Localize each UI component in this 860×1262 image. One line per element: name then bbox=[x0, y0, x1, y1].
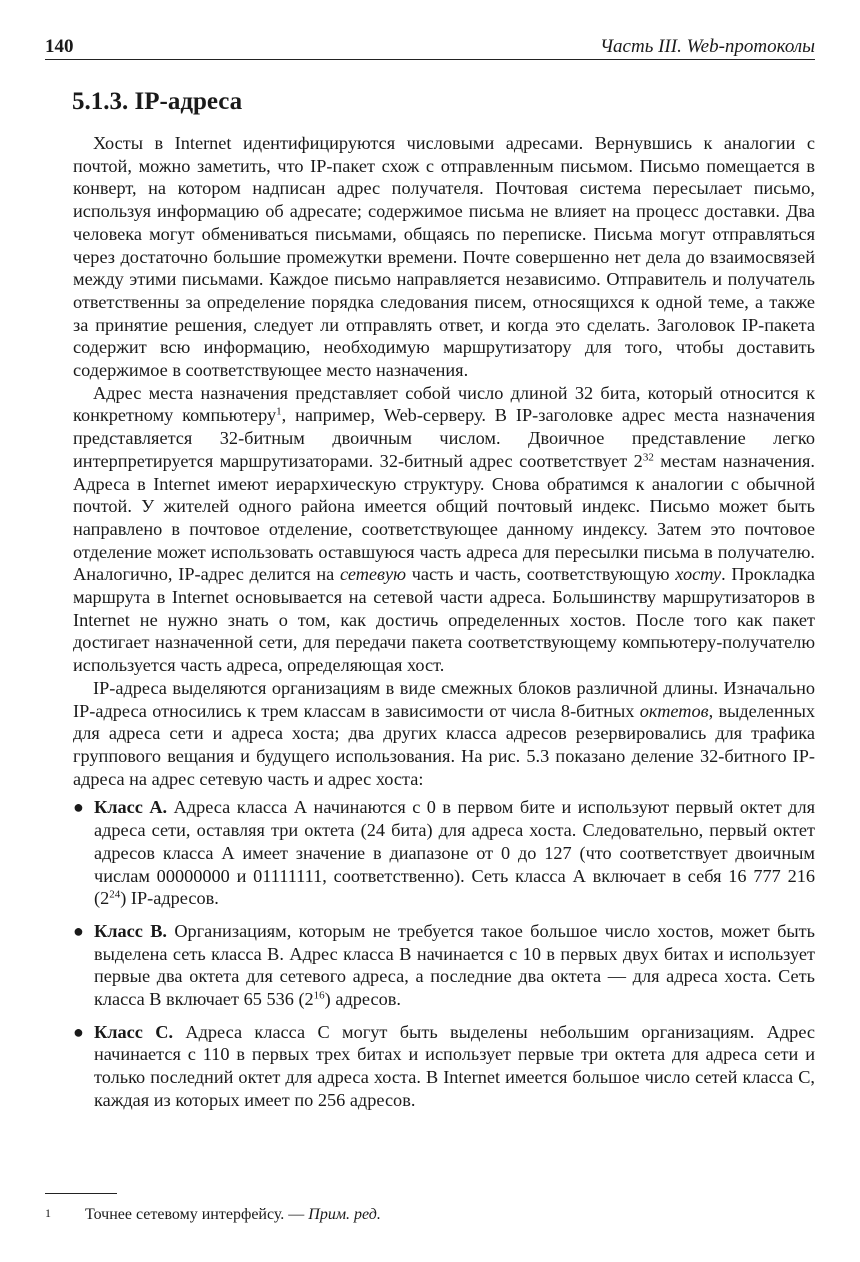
class-list bbox=[73, 796, 815, 1111]
bullet-label: Класс С. bbox=[94, 1021, 174, 1042]
bullet-text-b: ) адресов. bbox=[324, 989, 401, 1010]
section-title: 5.1.3. IP-адреса bbox=[72, 88, 243, 115]
paragraph-1-text: Хосты в Internet идентифицируются числовыми адресами. Вернувшись к аналогии с почтой, можно заметить, что IP-пакет схож с отправленным письмом. Письмо помещается в конверт, на котором надписан адрес получателя. Почтовая система пересылает письмо, используя информацию об адресате; содержимое письма не влияет на процесс доставки. Два человека могут обмениваться письмами, общаясь по переписке. Письма могут отправляться через достаточно большие промежутки времени. Почте совершенно нет дела до взаимосвязей между этими письмами. Каждое письмо направляется независимо. Отправитель и получатель ответственны за определение порядка следования писем, относящихся к одной теме, а также за принятие решения, следует ли отправлять ответ, и когда это сделать. Заголовок IP-пакета содержит всю информацию, необходимую маршрутизатору для того, чтобы доставить содержимое в соответствующее место назначения. bbox=[73, 133, 815, 381]
bullet-text-b: ) IP-адресов. bbox=[120, 888, 219, 909]
bullet-icon: ● bbox=[73, 797, 84, 818]
paragraph-2-part-d: часть и часть, соответствующую bbox=[405, 564, 676, 585]
bullet-label: Класс В. bbox=[94, 920, 167, 941]
exponent: 16 bbox=[313, 989, 325, 1002]
footnote-body: Точнее сетевому интерфейсу. — bbox=[85, 1206, 309, 1223]
paragraph-2-part-c: местам назначения. Адреса в Internet имеют иерархическую структуру. Снова обратимся к аналогии с обычной почтой. У жителей одного района имеется общий почтовый индекс. Письмо может быть направлено в почтовое отделение, соответствующее данному индексу. Затем это почтовое отделение может использовать оставшуюся часть адреса для пересылки письма в получателю. Аналогично, IP-адрес делится на bbox=[73, 450, 815, 585]
list-item-class-a bbox=[73, 796, 815, 910]
paragraph-2 bbox=[73, 382, 815, 677]
paragraph-2-part-a: Адрес места назначения представляет собой число длиной 32 бита, который относится к конкретному компьютеру bbox=[73, 382, 815, 426]
bullet-text-a: Адреса класса А начинаются с 0 в первом бите и используют первый октет для адреса сети, оставляя три октета (24 бита) для адреса хоста. Следовательно, первый октет адресов класса А имеет значение в диапазоне от 0 до 127 (что соответствует двоичным числам 00000000 и 01111111, соответственно). Сеть класса А включает в себя 16 777 216 (2 bbox=[94, 797, 815, 909]
bullet-icon: ● bbox=[73, 920, 84, 941]
term-host: хосту bbox=[675, 564, 722, 585]
footnote-mark: 1 bbox=[45, 1206, 51, 1220]
term-network: сетевую bbox=[339, 564, 406, 585]
paragraph-3 bbox=[73, 677, 815, 791]
exponent: 24 bbox=[109, 888, 121, 901]
list-item-class-b bbox=[73, 920, 815, 1011]
list-item-class-c bbox=[73, 1021, 815, 1112]
body-text bbox=[73, 132, 815, 1122]
header-rule bbox=[45, 59, 815, 60]
exponent-32: 32 bbox=[642, 451, 654, 464]
bullet-text-a: Организациям, которым не требуется такое большое число хостов, может быть выделена сеть класса В. Адрес класса В начинается с 10 в первых двух битах и использует первые два октета для сетевого адреса, а последние два октета — для адреса хоста. Сеть класса В включает 65 536 (2 bbox=[94, 920, 815, 1010]
paragraph-3-part-b: , выделенных для адреса сети и адреса хоста; два других класса адресов резервировались для трафика группового вещания и будущего использования. На рис. 5.3 показано деление 32-битного IP-адреса на адрес сетевую часть и адрес хоста: bbox=[73, 700, 815, 789]
running-head: Часть III. Web-протоколы bbox=[599, 36, 815, 57]
bullet-label: Класс А. bbox=[94, 797, 168, 818]
footnote-text bbox=[85, 1206, 381, 1224]
term-octets: октетов bbox=[639, 700, 709, 721]
paragraph-1 bbox=[73, 132, 815, 382]
footnote-rule bbox=[45, 1193, 117, 1194]
bullet-text-a: Адреса класса С могут быть выделены небольшим организациям. Адрес начинается с 110 в первых трех битах и использует первые три октета для адреса сети и только последний октет для адреса хоста. В Internet имеется большое число сетей класса С, каждая из которых имеет по 256 адресов. bbox=[94, 1021, 815, 1110]
bullet-icon: ● bbox=[73, 1021, 84, 1042]
paragraph-2-part-e: . Прокладка маршрута в Internet основывается на сетевой части адреса. Большинству маршрутизаторов в Internet не нужно знать о том, как достичь определенных хостов. После того как пакет достигает назначенной сети, для передачи пакета соответствующему компьютеру-получателю используется часть адреса, определяющая хост. bbox=[73, 564, 816, 676]
paragraph-3-part-a: IP-адреса выделяются организациям в виде смежных блоков различной длины. Изначально IP-адреса относились к трем классам в зависимости от числа 8-битных bbox=[73, 677, 815, 721]
page-header bbox=[45, 34, 815, 58]
page-number: 140 bbox=[45, 36, 74, 57]
paragraph-2-part-b: , например, Web-серверу. В IP-заголовке адрес места назначения представляется 32-битным двоичным числом. Двоичное представление легко интерпретируется маршрутизаторами. 32-битный адрес соответствует 2 bbox=[73, 405, 815, 471]
footnote-ref: 1 bbox=[276, 405, 282, 418]
footnote-editor-note: Прим. ред. bbox=[308, 1206, 381, 1223]
